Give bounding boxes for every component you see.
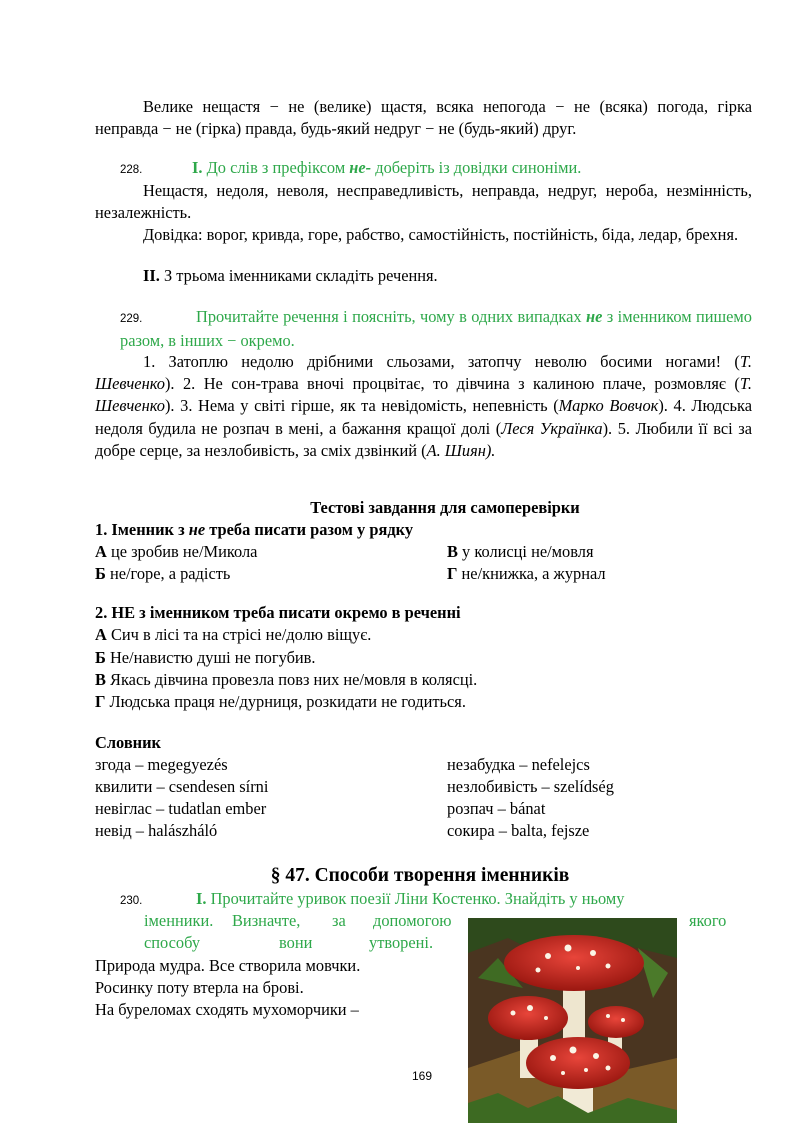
test-2-option-a: А Сич в лісі та на стрісі не/долю віщує. [95, 625, 372, 644]
dictionary-entry: незлобивість – szelídség [447, 777, 614, 796]
exercise-228-part2: II. З трьома іменниками складіть речення. [143, 266, 438, 285]
exercise-230-line1: 230. I. Прочитайте уривок поезії Ліни Костенко. Знайдіть у ньому [120, 888, 752, 912]
dictionary-entry: невіглас – tudatlan ember [95, 799, 267, 818]
test-question-2: 2. НЕ з іменником треба писати окремо в реченні [95, 603, 461, 622]
test-1-option-g: Г не/книжка, а журнал [447, 564, 606, 583]
page-number: 169 [412, 1069, 433, 1083]
exercise-229-sentences: 1. Затоплю недолю дрібними сльозами, затопчу неволю босими ногами! (Т. Шевченко). 2. Не сон-трава вночі процвітає, то дівчина з калиною плаче, розмовляє (Т. Шевченко). 3. Нема у світі гірше, як та невідомість, непевність (Марко Вовчок). 4. Людська недоля будила не розпач в мені, а бажання кращої долі (Леся Українка). 5. Любили її всі за добре серце, за незлобивість, за сміх дзвінкий (А. Шиян). [95, 352, 753, 460]
exercise-228-reference: Довідка: ворог, кривда, горе, рабство, самостійність, постійність, біда, ледар, брехня. [143, 225, 739, 244]
mushroom-photo [468, 918, 677, 1123]
test-question-1: 1. Іменник з не треба писати разом у рядку [95, 520, 414, 539]
exercise-228-words: Нещастя, недоля, неволя, несправедливість, неправда, недруг, нероба, незмінність, незалежність. [95, 181, 752, 223]
dictionary-entry: розпач – bánat [447, 799, 546, 818]
mushroom-illustration [468, 918, 677, 1123]
dictionary-entry: квилити – csendesen sírni [95, 777, 269, 796]
exercise-number: 228. [120, 164, 143, 176]
tests-title: Тестові завдання для самоперевірки [310, 498, 580, 517]
test-1-option-b: Б не/горе, а радість [95, 564, 231, 583]
exercise-230-line2: іменники. Визначте, за допомогою якого [144, 911, 727, 930]
test-1-option-v: В у колисці не/мовля [447, 542, 594, 561]
exercise-number: 229. [120, 313, 143, 325]
intro-paragraph: Велике нещастя − не (велике) щастя, всяка непогода − не (всяка) погода, гірка неправда − не (гірка) правда, будь-який недруг − не (будь-який) друг. [95, 97, 752, 139]
poem-line: Природа мудра. Все створила мовчки. [95, 956, 361, 975]
section-title: § 47. Способи творення іменників [270, 865, 570, 886]
dictionary-entry: сокира – balta, fejsze [447, 821, 590, 840]
poem-line: Росинку поту втерла на брові. [95, 978, 304, 997]
poem-line: На буреломах сходять мухоморчики – [95, 1000, 359, 1019]
test-2-option-b: Б Не/навистю душі не погубив. [95, 648, 316, 667]
exercise-number: 230. [120, 895, 143, 907]
exercise-229-task: 229. Прочитайте речення і поясніть, чому в одних випадках не з іменником пишемо разом, в інших − окремо. [120, 307, 752, 351]
dictionary-entry: згода – megegyezés [95, 755, 228, 774]
exercise-230-line3: способу вони утворені. [144, 933, 434, 952]
dictionary-title: Словник [95, 733, 162, 752]
dictionary-entry: незабудка – nefelejcs [447, 755, 590, 774]
test-2-option-g: Г Людська праця не/дурниця, розкидати не годиться. [95, 692, 466, 711]
exercise-228-task: 228. I. До слів з префіксом не- доберіть із довідки синоніми. [120, 157, 752, 181]
test-1-option-a: А це зробив не/Микола [95, 542, 258, 561]
test-2-option-v: В Якась дівчина провезла повз них не/мовля в колясці. [95, 670, 478, 689]
dictionary-entry: невід – halászháló [95, 821, 218, 840]
